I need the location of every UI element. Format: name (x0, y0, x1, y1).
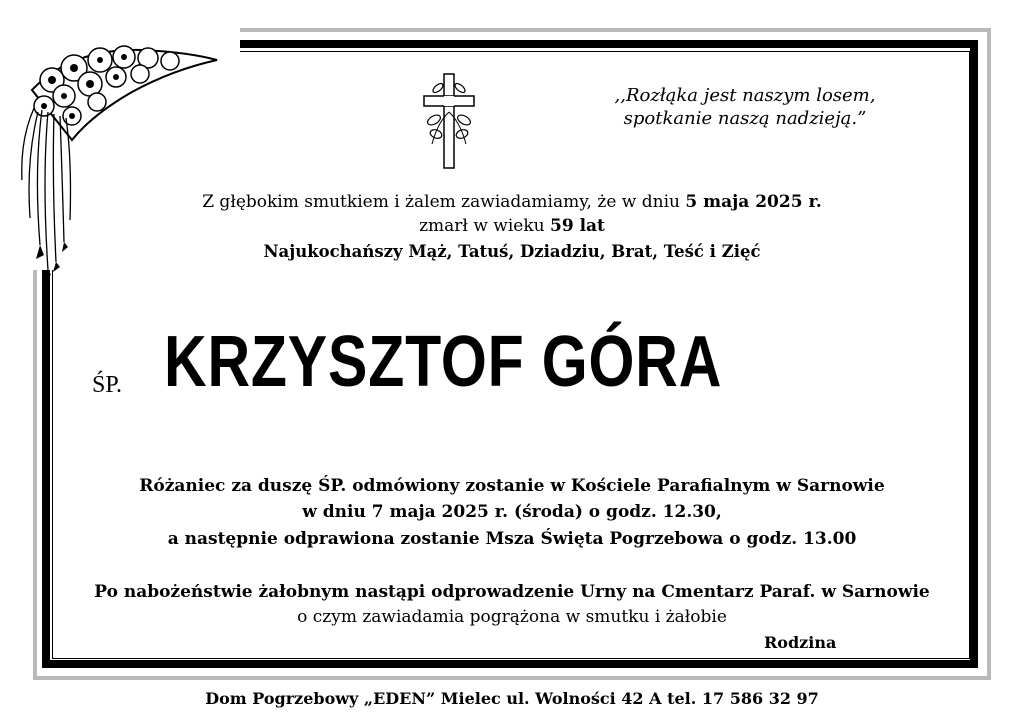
motto-quote (580, 84, 910, 130)
announcement-text: Z głębokim smutkiem i żalem zawiadamiamy, że w dniu (202, 192, 686, 212)
funeral-mass-info: a następnie odprawiona zostanie Msza Święta Pogrzebowa o godz. 13.00 (167, 529, 857, 549)
signature: Rodzina (764, 633, 837, 652)
deceased-name: KRZYSZTOF GÓRA (164, 322, 723, 402)
sp-prefix: ŚP. (92, 372, 123, 398)
rosary-info: Różaniec za duszę ŚP. odmówiony zostanie w Kościele Parafialnym w Sarnowie (139, 476, 885, 496)
quote-line-1: ,,Rozłąka jest naszym losem, (614, 85, 876, 106)
funeral-home-footer: Dom Pogrzebowy „EDEN” Mielec ul. Wolności 42 A tel. 17 586 32 97 (205, 689, 819, 708)
notice-by-family: o czym zawiadamia pogrążona w smutku i żałobie (297, 607, 727, 627)
announcement-line-2 (0, 216, 1024, 236)
burial-info: Po nabożeństwie żałobnym nastąpi odprowadzenie Urny na Cmentarz Paraf. w Sarnowie (94, 582, 930, 602)
quote-line-2: spotkanie naszą nadzieją.” (623, 108, 867, 129)
rosary-date: w dniu 7 maja 2025 r. (środa) o godz. 12.30, (302, 502, 722, 522)
announcement-line-1 (0, 192, 1024, 212)
family-relations: Najukochańszy Mąż, Tatuś, Dziadziu, Brat, Teść i Zięć (263, 242, 761, 261)
death-date: 5 maja 2025 r. (685, 192, 822, 212)
age-value: 59 lat (550, 216, 605, 236)
age-text: zmarł w wieku (419, 216, 550, 236)
cross-with-lilies-icon (420, 72, 478, 170)
